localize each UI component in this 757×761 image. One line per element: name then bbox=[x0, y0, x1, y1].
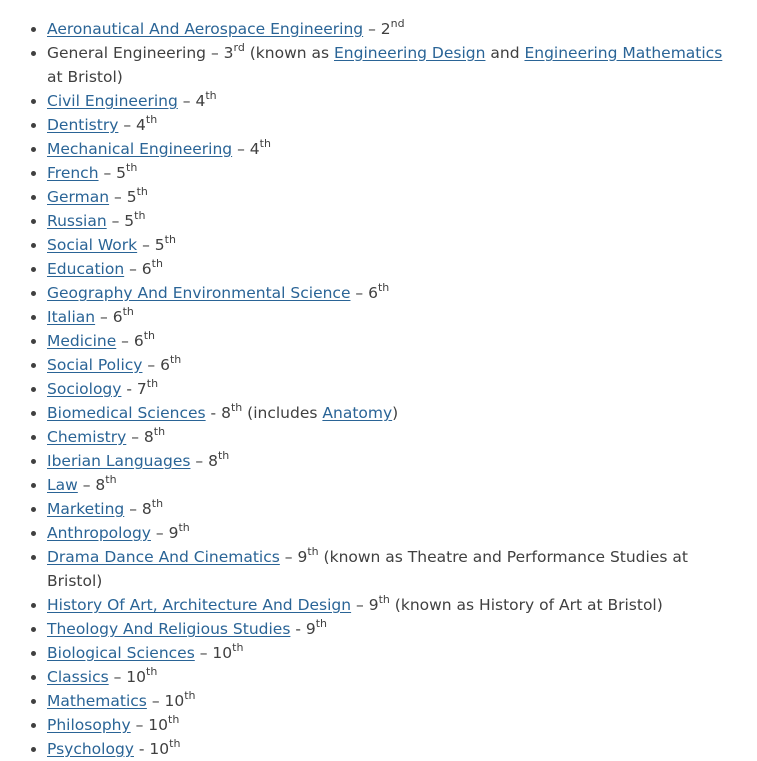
subject-link[interactable]: History Of Art, Architecture And Design bbox=[47, 596, 352, 614]
rank-number: 8 bbox=[143, 428, 154, 446]
subject-link[interactable]: Chemistry bbox=[47, 428, 127, 446]
separator: – bbox=[194, 644, 213, 662]
rank-suffix: th bbox=[145, 112, 158, 126]
separator: – bbox=[124, 500, 142, 518]
rank-suffix: th bbox=[205, 88, 217, 102]
separator: – bbox=[150, 524, 169, 542]
rank-number: 5 bbox=[116, 164, 127, 182]
list-item bbox=[47, 377, 737, 401]
subject-link[interactable]: Civil Engineering bbox=[47, 92, 178, 110]
subject-link[interactable]: Iberian Languages bbox=[47, 452, 191, 470]
subject-link[interactable]: Education bbox=[47, 260, 125, 278]
rank-number: 5 bbox=[124, 212, 135, 230]
list-item bbox=[47, 641, 737, 665]
separator: – bbox=[351, 596, 369, 614]
rank-suffix: th bbox=[184, 688, 196, 702]
separator: – bbox=[130, 716, 149, 734]
rank-suffix: th bbox=[378, 592, 390, 606]
separator: – bbox=[126, 428, 144, 446]
list-item bbox=[47, 689, 737, 713]
separator: – bbox=[142, 356, 161, 374]
rank-suffix: th bbox=[143, 328, 156, 342]
list-item bbox=[47, 113, 737, 137]
rank-suffix: th bbox=[168, 712, 180, 726]
list-item bbox=[47, 89, 737, 113]
separator: – bbox=[77, 476, 96, 494]
separator: - bbox=[290, 620, 306, 638]
subject-link[interactable]: German bbox=[47, 188, 110, 206]
list-item bbox=[47, 449, 737, 473]
rank-number: 6 bbox=[133, 332, 144, 350]
rank-number: 10 bbox=[126, 668, 147, 686]
list-item bbox=[47, 665, 737, 689]
note-text: (known as bbox=[244, 44, 334, 62]
rank-suffix: th bbox=[178, 520, 190, 534]
subject-link[interactable]: Geography And Environmental Science bbox=[47, 284, 351, 302]
rank-suffix: th bbox=[169, 352, 182, 366]
note-link-engineering-mathematics[interactable]: Engineering Mathematics bbox=[524, 44, 723, 62]
rank-number: 2 bbox=[380, 20, 391, 38]
subject-link[interactable]: Russian bbox=[47, 212, 107, 230]
separator: – bbox=[137, 236, 155, 254]
note-text: ) bbox=[392, 404, 399, 422]
rank-suffix: th bbox=[153, 424, 166, 438]
note-text: at Bristol) bbox=[47, 68, 123, 86]
list-item bbox=[47, 593, 737, 617]
rank-suffix: th bbox=[134, 208, 146, 222]
rank-suffix: th bbox=[315, 616, 328, 630]
list-item bbox=[47, 305, 737, 329]
list-item bbox=[47, 425, 737, 449]
note-link-anatomy[interactable]: Anatomy bbox=[322, 404, 393, 422]
separator: - bbox=[205, 404, 222, 422]
subject-link[interactable]: Drama Dance And Cinematics bbox=[47, 548, 280, 566]
list-item bbox=[47, 473, 737, 497]
rank-number: 4 bbox=[136, 116, 146, 134]
subject-label: General Engineering bbox=[47, 44, 207, 62]
separator: – bbox=[98, 164, 117, 182]
separator: – bbox=[118, 116, 136, 134]
subject-link[interactable]: Biological Sciences bbox=[47, 644, 195, 662]
list-item bbox=[47, 521, 737, 545]
separator: – bbox=[124, 260, 142, 278]
rank-suffix: th bbox=[164, 232, 176, 246]
subject-link[interactable]: French bbox=[47, 164, 99, 182]
list-item bbox=[47, 281, 737, 305]
rank-number: 9 bbox=[168, 524, 179, 542]
list-item bbox=[47, 209, 737, 233]
list-item bbox=[47, 233, 737, 257]
subject-link[interactable]: Medicine bbox=[47, 332, 117, 350]
rank-number: 10 bbox=[148, 716, 169, 734]
list-item bbox=[47, 497, 737, 521]
rank-suffix: th bbox=[217, 448, 230, 462]
rank-number: 6 bbox=[112, 308, 123, 326]
note-text: (includes bbox=[242, 404, 323, 422]
separator: – bbox=[279, 548, 298, 566]
list-item bbox=[47, 737, 737, 761]
subject-link[interactable]: Aeronautical And Aerospace Engineering bbox=[47, 20, 364, 38]
rank-number: 4 bbox=[249, 140, 260, 158]
rank-suffix: th bbox=[151, 256, 163, 270]
rank-suffix: th bbox=[146, 664, 158, 678]
subject-link[interactable]: Dentistry bbox=[47, 116, 119, 134]
subject-link[interactable]: Italian bbox=[47, 308, 96, 326]
subject-link[interactable]: Social Work bbox=[47, 236, 138, 254]
rank-suffix: th bbox=[307, 544, 319, 558]
subject-link[interactable]: Anthropology bbox=[47, 524, 151, 542]
rank-number: 10 bbox=[212, 644, 233, 662]
subject-link[interactable]: Mechanical Engineering bbox=[47, 140, 233, 158]
subject-link[interactable]: Marketing bbox=[47, 500, 125, 518]
rank-number: 10 bbox=[164, 692, 185, 710]
separator: – bbox=[109, 188, 127, 206]
separator: - bbox=[121, 380, 137, 398]
separator: – bbox=[146, 692, 165, 710]
list-item bbox=[47, 185, 737, 209]
rank-number: 9 bbox=[305, 620, 316, 638]
rank-suffix: th bbox=[232, 640, 244, 654]
rank-suffix: th bbox=[105, 472, 117, 486]
rank-suffix: th bbox=[126, 160, 138, 174]
rank-number: 7 bbox=[136, 380, 147, 398]
rank-suffix: th bbox=[136, 184, 148, 198]
separator: – bbox=[232, 140, 250, 158]
rank-number: 9 bbox=[297, 548, 308, 566]
rank-number: 8 bbox=[141, 500, 152, 518]
list-item bbox=[47, 161, 737, 185]
rank-suffix: th bbox=[122, 304, 134, 318]
rank-number: 5 bbox=[154, 236, 165, 254]
separator: – bbox=[95, 308, 113, 326]
list-item bbox=[47, 545, 737, 593]
list-item bbox=[47, 257, 737, 281]
list-item bbox=[47, 137, 737, 161]
list-item bbox=[47, 713, 737, 737]
rank-number: 8 bbox=[208, 452, 218, 470]
rank-number: 10 bbox=[149, 740, 170, 758]
rank-suffix: rd bbox=[233, 40, 245, 54]
rank-suffix: th bbox=[146, 376, 159, 390]
subject-rankings-list bbox=[0, 17, 737, 761]
subject-link[interactable]: Social Policy bbox=[47, 356, 143, 374]
note-link-engineering-design[interactable]: Engineering Design bbox=[334, 44, 486, 62]
rank-number: 3 bbox=[223, 44, 234, 62]
list-item bbox=[47, 17, 737, 41]
note-text: (known as History of Art at Bristol) bbox=[389, 596, 663, 614]
subject-link[interactable]: Biomedical Sciences bbox=[47, 404, 206, 422]
separator: – bbox=[350, 284, 369, 302]
note-text: and bbox=[485, 44, 525, 62]
separator: – bbox=[177, 92, 196, 110]
separator: – bbox=[116, 332, 134, 350]
rank-suffix: th bbox=[169, 736, 181, 750]
separator: – bbox=[108, 668, 127, 686]
note-text: (known as Theatre and Performance Studies at Bristol) bbox=[47, 548, 688, 590]
rank-suffix: nd bbox=[390, 16, 405, 30]
separator: – bbox=[206, 44, 224, 62]
rank-number: 6 bbox=[368, 284, 378, 302]
list-item bbox=[47, 353, 737, 377]
subject-link[interactable]: Law bbox=[47, 476, 78, 494]
rank-number: 8 bbox=[221, 404, 231, 422]
rank-suffix: th bbox=[377, 280, 390, 294]
rank-suffix: th bbox=[230, 400, 243, 414]
list-item bbox=[47, 617, 737, 641]
rank-number: 8 bbox=[95, 476, 106, 494]
separator: - bbox=[133, 740, 150, 758]
separator: – bbox=[106, 212, 125, 230]
subject-link[interactable]: Theology And Religious Studies bbox=[47, 620, 291, 638]
subject-link[interactable]: Philosophy bbox=[47, 716, 131, 734]
list-item bbox=[47, 401, 737, 425]
rank-number: 5 bbox=[126, 188, 137, 206]
subject-link[interactable]: Psychology bbox=[47, 740, 134, 758]
separator: – bbox=[190, 452, 209, 470]
list-item bbox=[47, 329, 737, 353]
rank-number: 6 bbox=[160, 356, 170, 374]
list-item bbox=[47, 41, 737, 89]
rank-suffix: th bbox=[151, 496, 164, 510]
separator: – bbox=[363, 20, 381, 38]
subject-link[interactable]: Sociology bbox=[47, 380, 122, 398]
rank-number: 9 bbox=[368, 596, 379, 614]
rank-number: 4 bbox=[195, 92, 206, 110]
rank-number: 6 bbox=[141, 260, 152, 278]
subject-link[interactable]: Classics bbox=[47, 668, 109, 686]
subject-link[interactable]: Mathematics bbox=[47, 692, 147, 710]
rank-suffix: th bbox=[259, 136, 271, 150]
